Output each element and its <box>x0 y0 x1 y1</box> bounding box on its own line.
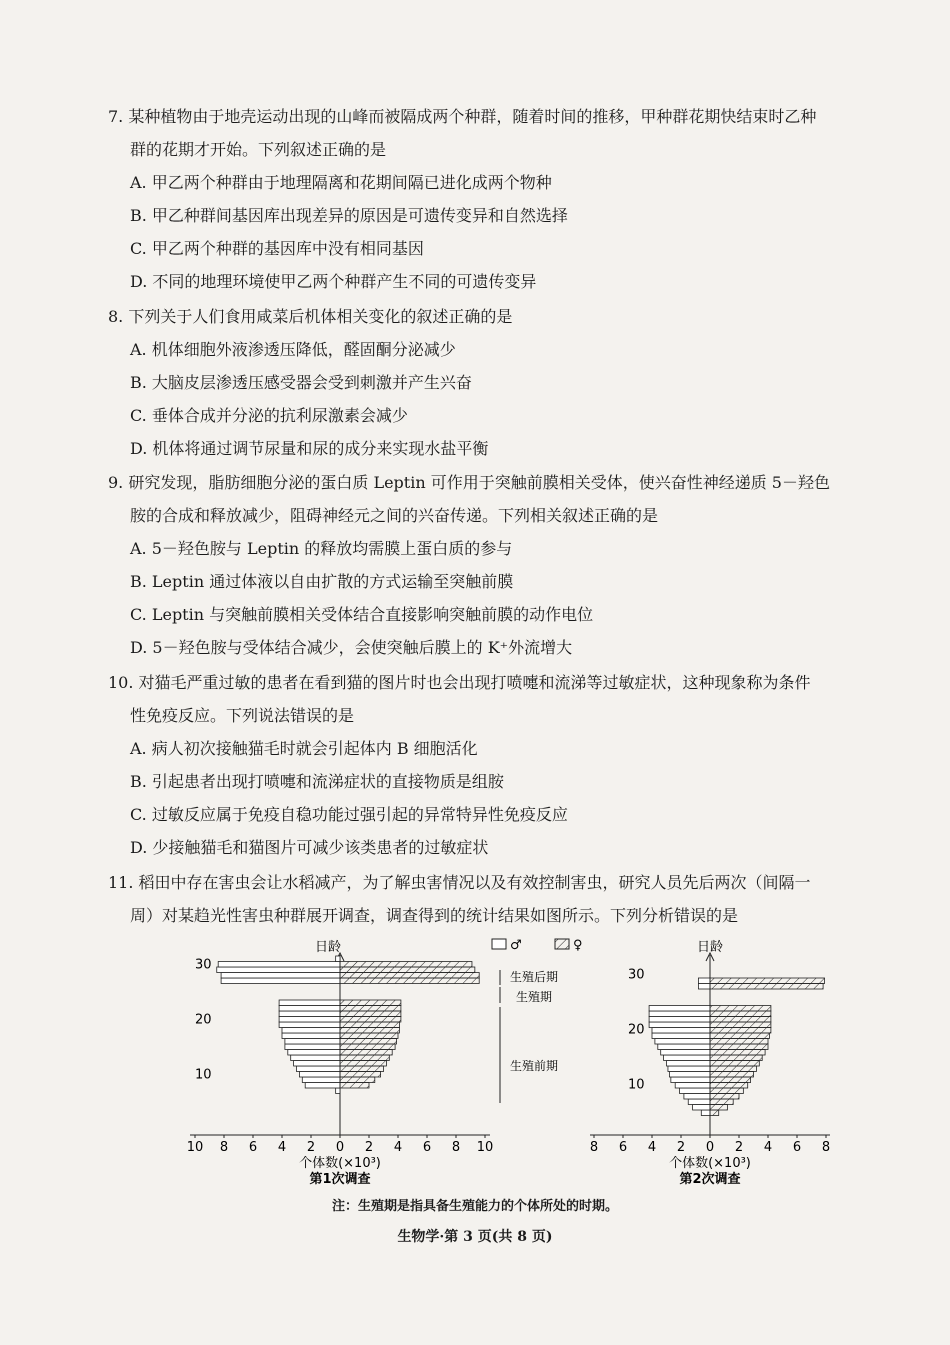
question-stem: 8. 下列关于人们食用咸菜后机体相关变化的叙述正确的是 <box>108 307 513 326</box>
male-bar <box>285 1044 340 1050</box>
y-tick-label: 20 <box>628 1022 645 1038</box>
x-tick-label: 4 <box>647 1140 657 1155</box>
legend-female-swatch <box>555 939 569 949</box>
question-stem: 9. 研究发现，脂肪细胞分泌的蛋白质 Leptin 可作用于突触前膜相关受体，使兴奋性神经递质 5－羟色 <box>108 473 830 492</box>
x-tick-label: 8 <box>589 1140 599 1155</box>
male-bar <box>698 984 710 990</box>
option-b[interactable]: B. 大脑皮层渗透压感受器会受到刺激并产生兴奋 <box>130 373 472 392</box>
male-bar <box>701 1110 710 1116</box>
option-c[interactable]: C. 甲乙两个种群的基因库中没有相同基因 <box>130 239 424 258</box>
option-c[interactable]: C. 过敏反应属于免疫自稳功能过强引起的异常特异性免疫反应 <box>130 805 568 824</box>
female-bar <box>340 1083 369 1089</box>
figure-note: 注：生殖期是指具备生殖能力的个体所处的时期。 <box>331 1199 618 1214</box>
question-10 <box>108 666 908 864</box>
female-bar <box>340 1033 398 1039</box>
male-bar <box>667 1061 711 1067</box>
x-tick-label: 4 <box>277 1140 287 1155</box>
female-bar <box>340 967 475 973</box>
male-bar <box>336 956 340 962</box>
male-bar <box>336 1088 340 1094</box>
chart-title: 第2次调查 <box>679 1172 741 1185</box>
option-b[interactable]: B. 甲乙种群间基因库出现差异的原因是可遗传变异和自然选择 <box>130 206 568 225</box>
female-bar <box>710 1055 762 1061</box>
female-bar <box>710 1044 768 1050</box>
question-8 <box>108 300 908 465</box>
x-tick-label: 0 <box>335 1140 345 1155</box>
option-c[interactable]: C. 垂体合成并分泌的抗利尿激素会减少 <box>130 406 408 425</box>
x-tick-label: 8 <box>219 1140 229 1155</box>
legend-female-label: ♀ <box>573 938 583 953</box>
female-bar <box>340 1055 389 1061</box>
x-tick-label: 6 <box>792 1140 802 1155</box>
x-tick-label: 4 <box>763 1140 773 1155</box>
male-bar <box>658 1044 710 1050</box>
question-7 <box>108 100 908 298</box>
y-tick-label: 10 <box>195 1067 212 1083</box>
option-b[interactable]: B. 引起患者出现打喷嚏和流涕症状的直接物质是组胺 <box>130 772 504 791</box>
question-9 <box>108 466 908 664</box>
male-bar <box>288 1050 340 1056</box>
female-bar <box>340 973 479 979</box>
male-bar <box>649 1011 710 1017</box>
x-axis-label: 个体数(×10³) <box>299 1156 381 1171</box>
male-bar <box>302 1077 340 1083</box>
male-bar <box>217 967 340 973</box>
female-bar <box>710 1061 759 1067</box>
female-bar <box>710 1105 727 1111</box>
question-11 <box>108 866 908 932</box>
x-tick-label: 6 <box>422 1140 432 1155</box>
option-a[interactable]: A. 病人初次接触猫毛时就会引起体内 B 细胞活化 <box>130 739 478 758</box>
female-bar <box>710 1088 743 1094</box>
question-stem-cont: 性免疫反应。下列说法错误的是 <box>130 706 355 725</box>
x-tick-label: 8 <box>821 1140 831 1155</box>
female-bar <box>340 1050 392 1056</box>
question-stem: 10. 对猫毛严重过敏的患者在看到猫的图片时也会出现打喷嚏和流涕等过敏症状，这种现象称为条件 <box>108 673 811 692</box>
x-tick-label: 4 <box>393 1140 403 1155</box>
x-tick-label: 2 <box>306 1140 316 1155</box>
female-bar <box>710 1083 748 1089</box>
male-bar <box>688 1099 710 1105</box>
page-footer: 生物学·第 3 页(共 8 页) <box>397 1229 553 1245</box>
male-bar <box>698 978 710 984</box>
male-bar <box>279 1006 340 1012</box>
option-d[interactable]: D. 不同的地理环境使甲乙两个种群产生不同的可遗传变异 <box>130 272 537 291</box>
male-bar <box>649 1006 710 1012</box>
male-bar <box>279 1000 340 1006</box>
option-a[interactable]: A. 机体细胞外液渗透压降低，醛固酮分泌减少 <box>130 340 456 359</box>
female-bar <box>710 1006 771 1012</box>
male-bar <box>680 1088 710 1094</box>
female-bar <box>340 1061 386 1067</box>
female-bar <box>710 1050 765 1056</box>
male-bar <box>218 962 340 968</box>
female-bar <box>710 1039 768 1045</box>
question-stem: 11. 稻田中存在害虫会让水稻减产，为了解虫害情况以及有效控制害虫，研究人员先后两次（间隔一 <box>108 873 811 892</box>
male-bar <box>294 1061 340 1067</box>
female-bar <box>340 1006 401 1012</box>
female-bar <box>710 1033 769 1039</box>
male-bar <box>652 1033 710 1039</box>
option-a[interactable]: A. 甲乙两个种群由于地理隔离和花期间隔已进化成两个物种 <box>130 173 552 192</box>
male-bar <box>221 978 340 984</box>
option-d[interactable]: D. 少接触猫毛和猫图片可减少该类患者的过敏症状 <box>130 838 489 857</box>
male-bar <box>221 973 340 979</box>
female-bar <box>340 1072 381 1078</box>
female-bar <box>710 978 825 984</box>
option-d[interactable]: D. 机体将通过调节尿量和尿的成分来实现水盐平衡 <box>130 439 489 458</box>
population-pyramid-svg <box>180 935 840 1185</box>
male-bar <box>684 1094 710 1100</box>
legend-male-label: ♂ <box>510 938 522 953</box>
female-bar <box>340 1022 399 1028</box>
y-tick-label: 30 <box>628 967 645 983</box>
question-stem: 7. 某种植物由于地壳运动出现的山峰而被隔成两个种群，随着时间的推移，甲种群花期快结束时乙种 <box>108 107 817 126</box>
x-tick-label: 2 <box>676 1140 686 1155</box>
female-bar <box>340 978 479 984</box>
female-bar <box>340 1066 384 1072</box>
chart-title: 第1次调查 <box>309 1172 371 1185</box>
male-bar <box>282 1028 340 1034</box>
option-a[interactable]: A. 5－羟色胺与 Leptin 的释放均需膜上蛋白质的参与 <box>130 539 513 558</box>
x-tick-label: 8 <box>451 1140 461 1155</box>
female-bar <box>340 1028 399 1034</box>
male-bar <box>305 1083 340 1089</box>
stage-label-post: 生殖后期 <box>510 970 559 984</box>
male-bar <box>693 1105 710 1111</box>
male-bar <box>671 1077 710 1083</box>
female-bar <box>710 1017 771 1023</box>
y-axis-label: 日龄 <box>697 940 724 955</box>
stage-label-pre: 生殖前期 <box>510 1059 559 1073</box>
x-tick-label: 2 <box>734 1140 744 1155</box>
female-bar <box>340 1011 401 1017</box>
female-bar <box>710 1099 733 1105</box>
question-stem-cont: 群的花期才开始。下列叙述正确的是 <box>130 140 387 159</box>
x-tick-label: 2 <box>364 1140 374 1155</box>
male-bar <box>669 1072 710 1078</box>
female-bar <box>710 1022 771 1028</box>
y-tick-label: 10 <box>628 1077 645 1093</box>
male-bar <box>279 1022 340 1028</box>
option-b[interactable]: B. Leptin 通过体液以自由扩散的方式运输至突触前膜 <box>130 572 514 591</box>
female-bar <box>340 1017 401 1023</box>
female-bar <box>340 962 472 968</box>
x-tick-label: 0 <box>705 1140 715 1155</box>
female-bar <box>710 1072 754 1078</box>
x-axis-label: 个体数(×10³) <box>669 1156 751 1171</box>
female-bar <box>340 1039 397 1045</box>
male-bar <box>279 1017 340 1023</box>
population-charts <box>180 935 840 1185</box>
x-tick-label: 10 <box>186 1140 204 1155</box>
male-bar <box>291 1055 340 1061</box>
male-bar <box>285 1039 340 1045</box>
male-bar <box>282 1033 340 1039</box>
y-tick-label: 30 <box>195 957 212 973</box>
female-bar <box>710 1028 771 1034</box>
female-bar <box>340 1044 395 1050</box>
y-axis-label: 日龄 <box>315 940 342 955</box>
male-bar <box>668 1066 710 1072</box>
x-tick-label: 10 <box>476 1140 494 1155</box>
question-stem-cont: 胺的合成和释放减少，阻碍神经元之间的兴奋传递。下列相关叙述正确的是 <box>130 506 659 525</box>
male-bar <box>652 1028 710 1034</box>
male-bar <box>299 1072 340 1078</box>
question-stem-cont: 周）对某趋光性害虫种群展开调查，调查得到的统计结果如图所示。下列分析错误的是 <box>130 906 739 925</box>
female-bar <box>710 1094 739 1100</box>
female-bar <box>710 1066 756 1072</box>
female-bar <box>710 984 823 990</box>
x-tick-label: 6 <box>618 1140 628 1155</box>
female-bar <box>340 1000 401 1006</box>
female-bar <box>710 1011 771 1017</box>
male-bar <box>664 1055 710 1061</box>
male-bar <box>297 1066 341 1072</box>
female-bar <box>340 1077 375 1083</box>
y-tick-label: 20 <box>195 1012 212 1028</box>
male-bar <box>649 1022 710 1028</box>
option-d[interactable]: D. 5－羟色胺与受体结合减少，会使突触后膜上的 K⁺外流增大 <box>130 638 573 657</box>
female-bar <box>710 1077 751 1083</box>
stage-label-repro: 生殖期 <box>516 990 553 1004</box>
option-c[interactable]: C. Leptin 与突触前膜相关受体结合直接影响突触前膜的动作电位 <box>130 605 594 624</box>
female-bar <box>710 1110 719 1116</box>
x-tick-label: 6 <box>248 1140 258 1155</box>
male-bar <box>649 1017 710 1023</box>
male-bar <box>655 1039 710 1045</box>
legend-male-swatch <box>492 939 506 949</box>
male-bar <box>279 1011 340 1017</box>
male-bar <box>675 1083 710 1089</box>
male-bar <box>661 1050 710 1056</box>
